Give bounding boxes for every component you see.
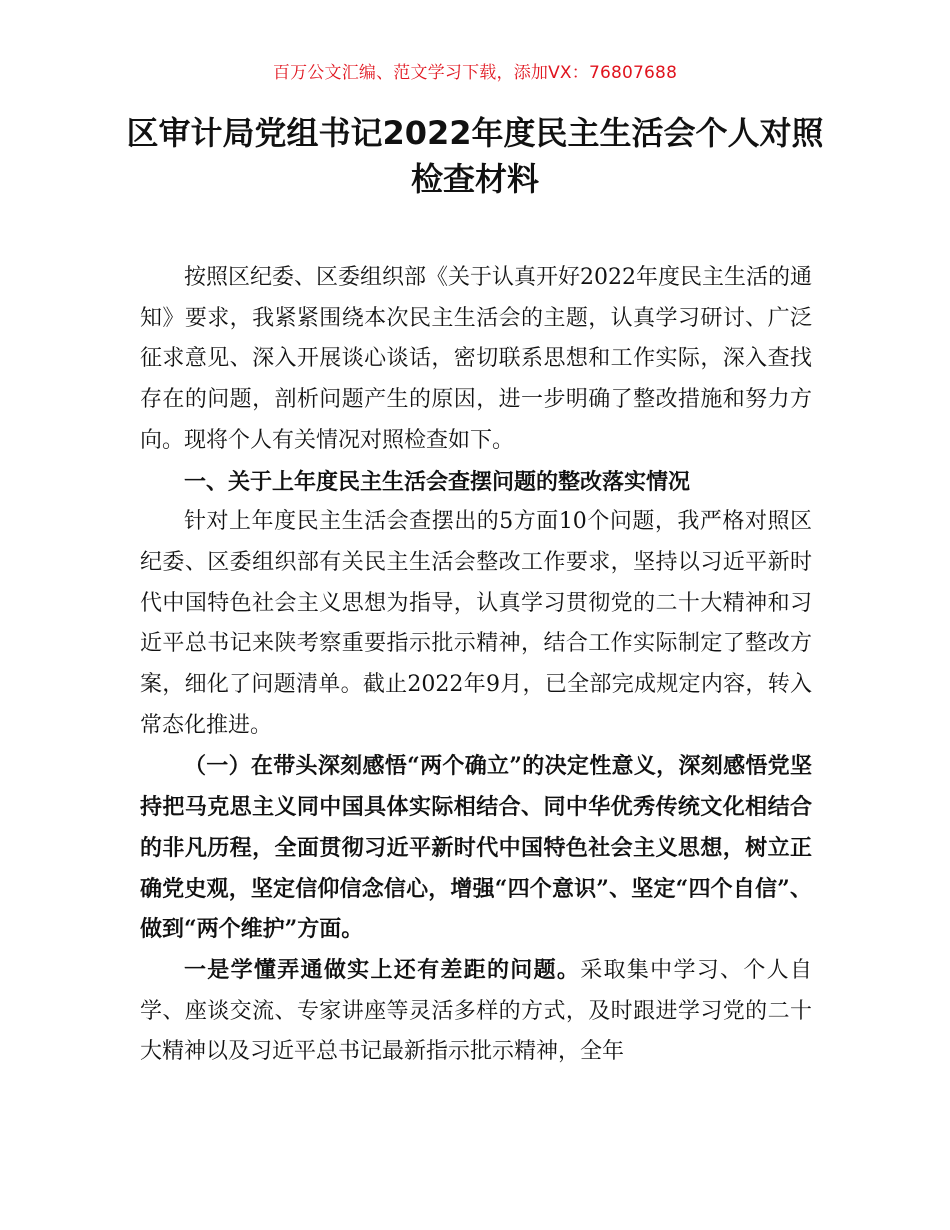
point-1-body: 采取集中学习、个人自学、座谈交流、专家讲座等灵活多样的方式，及时跟进学习党的二十大精神以及习近平总书记最新指示批示精神，全年 bbox=[140, 957, 812, 1065]
point-1-lead: 一是学懂弄通做实上还有差距的问题。 bbox=[184, 956, 581, 983]
section-1-paragraph: 针对上年度民主生活会查摆出的5方面10个问题，我严格对照区纪委、区委组织部有关民主生活会整改工作要求，坚持以习近平新时代中国特色社会主义思想为指导，认真学习贯彻党的二十大精神和习近平总书记来陕考察重要指示批示精神，结合工作实际制定了整改方案，细化了问题清单。截止2022年9月，已全部完成规定内容，转入常态化推进。 bbox=[140, 509, 812, 738]
point-1-paragraph bbox=[140, 950, 812, 1073]
section-1-heading: 一、关于上年度民主生活会查摆问题的整改落实情况 bbox=[184, 468, 691, 495]
intro-paragraph: 按照区纪委、区委组织部《关于认真开好2022年度民主生活的通知》要求，我紧紧围绕本次民主生活会的主题，认真学习研讨、广泛征求意见、深入开展谈心谈话，密切联系思想和工作实际，深入查找存在的问题，剖析问题产生的原因，进一步明确了整改措施和努力方向。现将个人有关情况对照检查如下。 bbox=[140, 265, 812, 453]
watermark-header: 百万公文汇编、范文学习下载，添加VX：76807688 bbox=[272, 63, 678, 83]
document-body bbox=[140, 258, 812, 1073]
document-title: 区审计局党组书记2022年度民主生活会个人对照检查材料 bbox=[126, 114, 824, 198]
subsection-1-heading: （一）在带头深刻感悟“两个确立”的决定性意义，深刻感悟党坚持把马克思主义同中国具体实际相结合、同中华优秀传统文化相结合的非凡历程，全面贯彻习近平新时代中国特色社会主义思想，树立正确党史观，坚定信仰信念信心，增强“四个意识”、坚定“四个自信”、做到“两个维护”方面。 bbox=[140, 753, 812, 943]
